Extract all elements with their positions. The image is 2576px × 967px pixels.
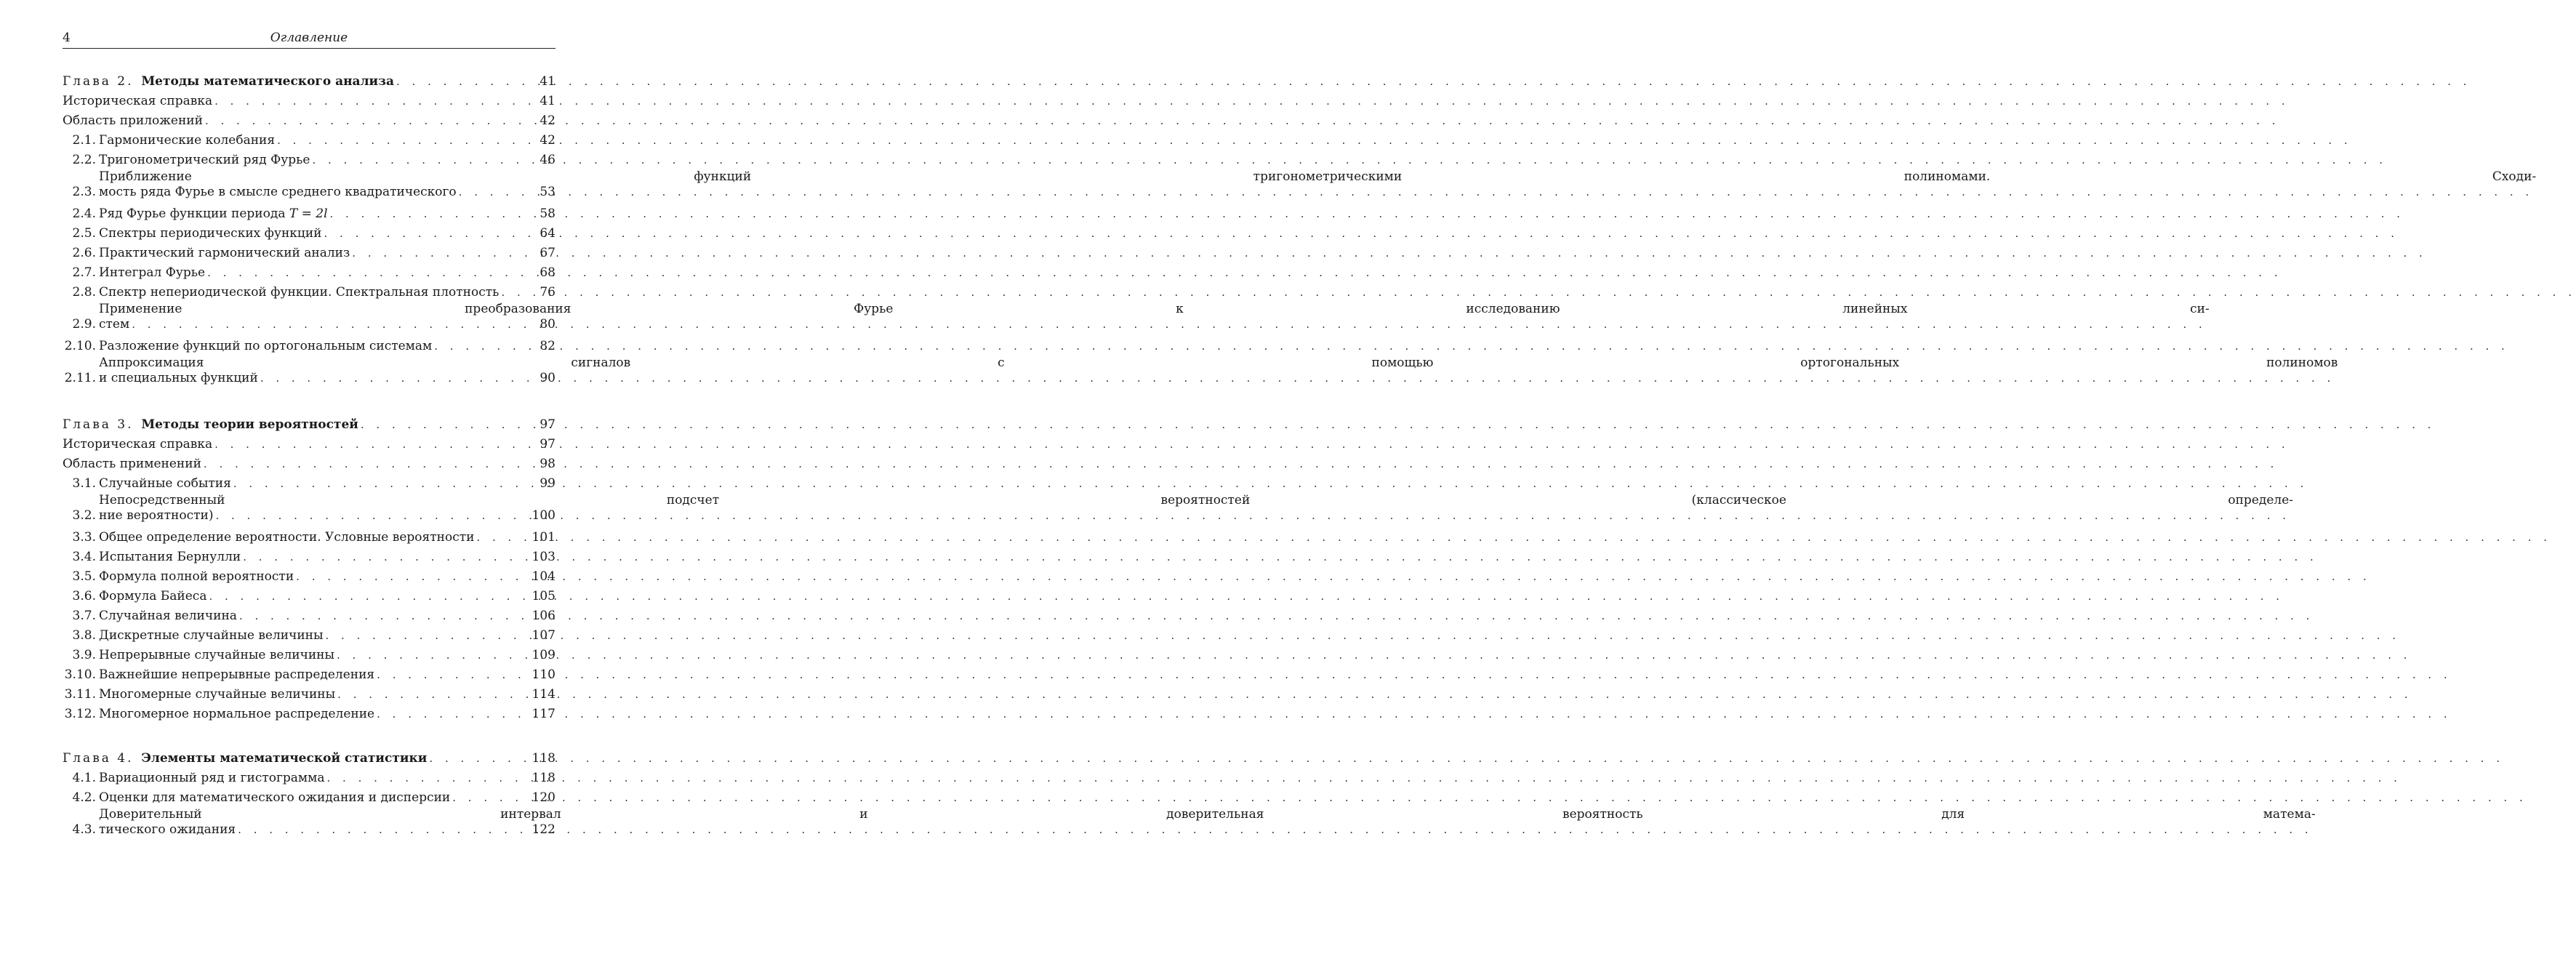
toc-entry-body: [99, 530, 522, 545]
page-number-ref: 118: [531, 771, 555, 785]
dot-leader: [327, 771, 2402, 786]
entry-title-text: тического ожидания: [99, 822, 236, 837]
dot-leader: [377, 707, 2452, 722]
page-number-ref: 67: [539, 246, 555, 260]
entry-title: Испытания Бернулли: [99, 550, 241, 564]
page-number-ref: 53: [539, 185, 555, 199]
entry-title: Практический гармонический анализ: [99, 246, 350, 260]
entry-number: 2.4.: [72, 206, 96, 221]
entry-number: 2.2.: [72, 153, 96, 167]
entry-number: 3.8.: [72, 628, 96, 643]
dot-leader: [434, 339, 2509, 354]
entry-number: 3.9.: [72, 648, 96, 662]
toc-entry-body: [63, 417, 522, 433]
toc-entry-body: [63, 751, 522, 766]
toc-entry-body: [99, 771, 522, 786]
dot-leader: [209, 589, 2284, 604]
toc-entry-body: [99, 206, 522, 222]
page-number-ref: 110: [531, 667, 555, 682]
page-header: [63, 31, 555, 49]
dot-leader: [501, 285, 2576, 300]
dot-leader: [476, 530, 2551, 545]
dot-leader: [361, 417, 2436, 433]
toc-entry[interactable]: [63, 604, 555, 624]
toc-entry[interactable]: [63, 202, 555, 222]
chapter-title: Методы теории вероятностей: [141, 417, 358, 432]
toc-entry[interactable]: [63, 585, 555, 604]
page-number-ref: 107: [531, 628, 555, 643]
toc-entry[interactable]: [63, 433, 555, 452]
page-number-ref: 82: [539, 339, 555, 353]
chapter-title: Элементы математической статистики: [141, 751, 428, 766]
entry-title: Ряд Фурье функции периода: [99, 206, 286, 221]
entry-title: Оценки для математического ожидания и дисперсии: [99, 790, 451, 805]
toc-entry[interactable]: [63, 300, 2210, 334]
dot-leader: [207, 265, 2282, 281]
dot-leader: [312, 153, 2387, 168]
toc-entry[interactable]: [63, 452, 555, 472]
page-number-ref: 104: [531, 569, 555, 584]
dot-leader: [324, 226, 2399, 241]
toc-entry-body: [63, 94, 522, 109]
entry-title: Историческая справка: [63, 94, 213, 108]
toc-entry-body: [63, 74, 522, 89]
entry-title: Дискретные случайные величины: [99, 628, 324, 643]
entry-title: Формула полной вероятности: [99, 569, 294, 584]
dot-leader: [452, 790, 2527, 806]
toc-entry[interactable]: [63, 148, 555, 168]
page-number-ref: 97: [539, 437, 555, 452]
entry-number: 3.3.: [72, 530, 96, 545]
dot-leader: [337, 687, 2412, 702]
dot-leader: [377, 667, 2452, 683]
page-number-ref: 46: [539, 153, 555, 167]
table-of-contents: [63, 70, 2537, 864]
dot-leader: [330, 206, 2405, 222]
page-number-ref: 114: [531, 687, 555, 702]
toc-entry[interactable]: [63, 624, 555, 643]
toc-entry[interactable]: [63, 491, 2294, 526]
entry-title-line2: [99, 508, 2293, 523]
dot-leader: [459, 185, 2534, 200]
toc-entry[interactable]: [63, 334, 555, 354]
entry-number: 2.7.: [72, 265, 96, 280]
toc-entry[interactable]: [63, 683, 555, 702]
page-number-ref: 97: [539, 417, 555, 432]
toc-entry-body: [99, 628, 522, 643]
entry-number: 2.9.: [72, 317, 96, 332]
entry-title: Случайная величина: [99, 609, 237, 623]
entry-title: Важнейшие непрерывные распределения: [99, 667, 375, 682]
chapter-title: Методы математического анализа: [141, 74, 395, 89]
toc-entry[interactable]: [63, 261, 555, 281]
entry-number: 2.5.: [72, 226, 96, 241]
entry-title: Вариационный ряд и гистограмма: [99, 771, 325, 785]
page-number-ref: 103: [531, 550, 555, 564]
running-title: Оглавление: [270, 31, 348, 45]
entry-title: Спектр непериодической функции. Спектральная плотность: [99, 285, 499, 300]
toc-entry-body: [63, 457, 522, 472]
toc-entry[interactable]: [63, 545, 555, 565]
toc-entry-body: [99, 550, 522, 565]
toc-entry[interactable]: [63, 526, 555, 545]
page-number-ref: 100: [531, 508, 555, 523]
page-number-ref: 101: [531, 530, 555, 545]
page-number-ref: 41: [539, 74, 555, 89]
entry-title: Тригонометрический ряд Фурье: [99, 153, 310, 167]
page-number-ref: 80: [539, 317, 555, 332]
page-number-ref: 99: [539, 476, 555, 491]
toc-chapter-heading[interactable]: [63, 70, 555, 89]
entry-number: 4.1.: [72, 771, 96, 785]
entry-title: Случайные события: [99, 476, 231, 491]
entry-number: 3.1.: [72, 476, 96, 491]
toc-chapter: [63, 747, 2316, 840]
chapter-label: Глава 2.: [63, 74, 134, 89]
page-number-ref: 105: [531, 589, 555, 603]
dot-leader: [396, 74, 2471, 89]
toc-entry-body: [63, 113, 522, 129]
entry-number: 3.5.: [72, 569, 96, 584]
entry-title-text: стем: [99, 317, 130, 332]
toc-entry-body: [99, 687, 522, 702]
toc-entry-body: [63, 437, 522, 452]
toc-entry-body: [99, 589, 522, 604]
page-number-ref: 118: [531, 751, 555, 766]
toc-entry-body: [99, 569, 522, 585]
entry-number: 3.11.: [64, 687, 96, 702]
toc-chapter: [63, 70, 2537, 388]
chapter-label: Глава 4.: [63, 751, 134, 766]
entry-title: Историческая справка: [63, 437, 213, 452]
entry-title: Гармонические колебания: [99, 133, 276, 148]
entry-title-line1: Применение преобразования Фурье к исследованию линейных си-: [99, 302, 2210, 316]
entry-text-block: [99, 807, 2316, 838]
toc-entry[interactable]: [63, 241, 555, 261]
page-number: 4: [63, 31, 71, 45]
toc-entry-body: [99, 790, 522, 806]
toc-entry-body: [99, 609, 522, 624]
toc-entry-body: [99, 707, 522, 722]
toc-entry[interactable]: [63, 702, 555, 722]
entry-number: 3.10.: [64, 667, 96, 682]
toc-entry[interactable]: [63, 89, 555, 109]
toc-entry[interactable]: [63, 168, 2537, 202]
dot-leader: [326, 628, 2401, 643]
page-number-ref: 76: [539, 285, 555, 300]
entry-math: T = 2l: [289, 206, 328, 221]
toc-entry[interactable]: [63, 222, 555, 241]
entry-title: Область применений: [63, 457, 201, 471]
dot-leader: [132, 317, 2207, 332]
entry-title-line2: [99, 371, 2338, 386]
entry-title-line2: [99, 822, 2316, 838]
page-number-ref: 90: [539, 371, 555, 385]
toc-chapter: [63, 413, 2294, 722]
entry-title-text: и специальных функций: [99, 371, 258, 385]
entry-title-line1: Аппроксимация сигналов с помощью ортогональных полиномов: [99, 356, 2338, 370]
toc-entry-body: [99, 265, 522, 281]
dot-leader: [352, 246, 2427, 261]
entry-number: 2.1.: [72, 133, 96, 148]
page-number-ref: 106: [531, 609, 555, 623]
toc-entry-body: [99, 339, 522, 354]
entry-title: Спектры периодических функций: [99, 226, 322, 241]
entry-number: 3.7.: [72, 609, 96, 623]
entry-text-block: [99, 302, 2210, 332]
toc-entry-body: [99, 648, 522, 663]
entry-number: 3.2.: [72, 508, 96, 523]
entry-number: 2.6.: [72, 246, 96, 260]
entry-text-block: [99, 169, 2536, 200]
toc-entry[interactable]: [63, 129, 555, 148]
toc-entry-body: [99, 133, 522, 148]
toc-entry-body: [99, 246, 522, 261]
toc-entry[interactable]: [63, 663, 555, 683]
entry-number: 4.2.: [72, 790, 96, 805]
entry-title-line1: Доверительный интервал и доверительная вероятность для матема-: [99, 807, 2316, 822]
page-number-ref: 41: [539, 94, 555, 108]
toc-chapter-heading[interactable]: [63, 413, 555, 433]
entry-number: 4.3.: [72, 822, 96, 837]
toc-entry[interactable]: [63, 786, 555, 806]
entry-number: 2.3.: [72, 185, 96, 199]
page-number-ref: 117: [531, 707, 555, 721]
entry-title-line1: Непосредственный подсчет вероятностей (классическое определе-: [99, 493, 2294, 507]
toc-entry-body: [99, 285, 522, 300]
page-number-ref: 42: [539, 113, 555, 128]
entry-title: Разложение функций по ортогональным системам: [99, 339, 433, 353]
toc-entry-body: [99, 667, 522, 683]
dot-leader: [277, 133, 2352, 148]
toc-entry[interactable]: [63, 806, 2316, 840]
toc-entry-body: [99, 153, 522, 168]
dot-leader: [296, 569, 2371, 585]
toc-entry[interactable]: [63, 766, 555, 786]
dot-leader: [260, 371, 2335, 386]
entry-number: 3.4.: [72, 550, 96, 564]
dot-leader: [204, 457, 2279, 472]
toc-entry[interactable]: [63, 281, 555, 300]
entry-title: Многомерное нормальное распределение: [99, 707, 375, 721]
toc-entry-body: [99, 226, 522, 241]
dot-leader: [205, 113, 2280, 129]
entry-title: Многомерные случайные величины: [99, 687, 336, 702]
dot-leader: [429, 751, 2504, 766]
entry-title: Область приложений: [63, 113, 203, 128]
toc-entry[interactable]: [63, 472, 555, 491]
entry-number: 2.8.: [72, 285, 96, 300]
page-number-ref: 122: [531, 822, 555, 837]
toc-entry-body: [99, 476, 522, 491]
page-number-ref: 64: [539, 226, 555, 241]
entry-number: 3.12.: [64, 707, 96, 721]
page-number-ref: 120: [531, 790, 555, 805]
toc-entry[interactable]: [63, 354, 2338, 388]
entry-title-text: мость ряда Фурье в смысле среднего квадратического: [99, 185, 457, 199]
page-number-ref: 68: [539, 265, 555, 280]
dot-leader: [337, 648, 2412, 663]
toc-entry[interactable]: [63, 109, 555, 129]
toc-entry[interactable]: [63, 565, 555, 585]
page-number-ref: 42: [539, 133, 555, 148]
entry-title-text: ние вероятности): [99, 508, 214, 523]
entry-text-block: [99, 356, 2338, 386]
toc-entry[interactable]: [63, 643, 555, 663]
entry-title: Непрерывные случайные величины: [99, 648, 335, 662]
entry-number: 3.6.: [72, 589, 96, 603]
entry-text-block: [99, 493, 2293, 523]
page-number-ref: 98: [539, 457, 555, 471]
entry-number: 2.11.: [64, 371, 96, 385]
entry-title-line2: [99, 185, 2536, 200]
page-number-ref: 109: [531, 648, 555, 662]
entry-title: Интеграл Фурье: [99, 265, 206, 280]
page-number-ref: 58: [539, 206, 555, 221]
chapter-label: Глава 3.: [63, 417, 134, 432]
toc-chapter-heading[interactable]: [63, 747, 555, 766]
entry-title: Формула Байеса: [99, 589, 207, 603]
entry-title-line2: [99, 317, 2210, 332]
entry-title: Общее определение вероятности. Условные вероятности: [99, 530, 475, 545]
entry-number: 2.10.: [64, 339, 96, 353]
entry-title-line1: Приближение функций тригонометрическими полиномами. Сходи-: [99, 169, 2537, 184]
